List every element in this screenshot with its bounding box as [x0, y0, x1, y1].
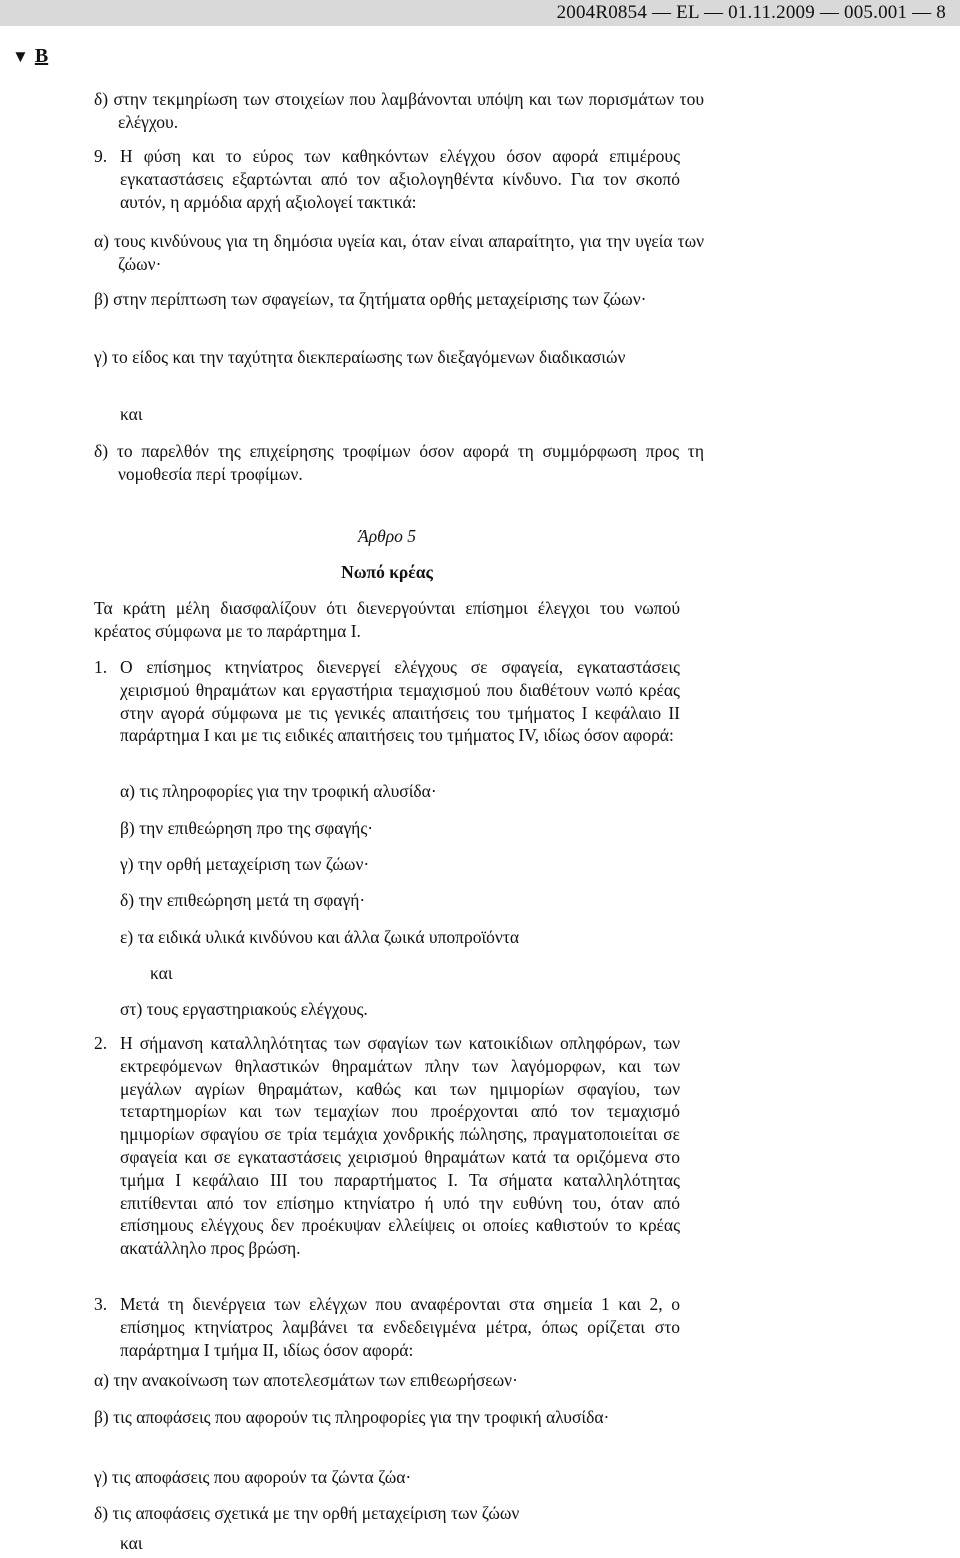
list-item: δ) στην τεκμηρίωση των στοιχείων που λαμβάνονται υπόψη και των πορισμάτων του ελέγχου.: [94, 89, 704, 132]
article-number: Άρθρο 5: [358, 526, 416, 546]
list-item: α) την ανακοίνωση των αποτελεσμάτων των επιθεωρήσεων·: [94, 1370, 518, 1390]
amendment-marker: [12, 46, 48, 66]
point2-text: Η σήμανση καταλληλότητας των σφαγίων των κατοικίδιων οπληφόρων, των εκτρεφόμενων θηλαστικών θηραμάτων πλην των λαγόμορφων, και των μεγάλων αγρίων θηραμάτων, καθώς και των ημιμορίων σφαγίου, των τεταρτημορίων και των τεμαχίων που προέρχονται από τον τεμαχισμό ημιμορίων σφαγίου σε τρία τεμάχια χονδρικής πώλησης, πραγματοποιείται σε σφαγεία και σε εγκαταστάσεις χειρισμού θηραμάτων κατά τα οριζόμενα στο τμήμα I κεφάλαιο III του παραρτήματος I. Τα σήματα καταλληλότητας επιτίθενται από τον επίσημο κτηνίατρο ή υπό την ευθύνη του, όταν από επίσημους ελέγχους δεν προέκυψαν ελλείψεις οι οποίες καθιστούν το κρέας ακατάλληλο προς βρώση.: [120, 1033, 680, 1259]
list-item: γ) την ορθή μεταχείριση των ζώων·: [120, 854, 370, 874]
point-number: 1.: [94, 657, 108, 677]
list-item: β) την επιθεώρηση προ της σφαγής·: [120, 818, 374, 838]
point1-text: Ο επίσημος κτηνίατρος διενεργεί ελέγχους σε σφαγεία, εγκαταστάσεις χειρισμού θηραμάτων και εργαστήρια τεμαχισμού που διαθέτουν νωπό κρέας στην αγορά σύμφωνα με τις γενικές απαιτήσεις του τμήματος I κεφάλαιο II παράρτημα I και με τις ειδικές απαιτήσεις του τμήματος IV, ιδίως όσον αφορά:: [120, 657, 680, 746]
list-item: γ) το είδος και την ταχύτητα διεκπεραίωσης των διεξαγόμενων διαδικασιών: [94, 347, 626, 367]
list-item: δ) το παρελθόν της επιχείρησης τροφίμων όσον αφορά τη συμμόρφωση προς τη νομοθεσία περί τροφίμων.: [94, 441, 704, 484]
list-item: ε) τα ειδικά υλικά κινδύνου και άλλα ζωικά υποπροϊόντα: [120, 927, 520, 947]
list-item: β) τις αποφάσεις που αφορούν τις πληροφορίες για την τροφική αλυσίδα·: [94, 1407, 610, 1427]
list-item: β) στην περίπτωση των σφαγείων, τα ζητήματα ορθής μεταχείρισης των ζώων·: [94, 289, 647, 309]
document-header-bar: [0, 0, 960, 26]
list-item: α) τις πληροφορίες για την τροφική αλυσίδα·: [120, 781, 437, 801]
point-number: 9.: [94, 146, 108, 166]
conjunction-and: και: [120, 404, 143, 424]
list-item: α) τους κινδύνους για τη δημόσια υγεία και, όταν είναι απαραίτητο, για την υγεία των ζώων·: [94, 231, 704, 274]
list-item: γ) τις αποφάσεις που αφορούν τα ζώντα ζώα·: [94, 1467, 412, 1487]
point-number: 3.: [94, 1294, 108, 1314]
article-title: Νωπό κρέας: [341, 562, 433, 582]
amendment-letter: B: [34, 45, 49, 67]
document-reference: 2004R0854 — EL — 01.11.2009 — 005.001 — 8: [556, 2, 946, 23]
point3-text: Μετά τη διενέργεια των ελέγχων που αναφέρονται στα σημεία 1 και 2, ο επίσημος κτηνίατρος λαμβάνει τα ενδεδειγμένα μέτρα, όπως ορίζεται στο παράρτημα I τμήμα II, ιδίως όσον αφορά:: [120, 1294, 680, 1360]
list-item: δ) την επιθεώρηση μετά τη σφαγή·: [120, 890, 366, 910]
conjunction-and: και: [120, 1533, 143, 1553]
article-intro: Τα κράτη μέλη διασφαλίζουν ότι διενεργούνται επίσημοι έλεγχοι του νωπού κρέατος σύμφωνα με το παράρτημα I.: [94, 598, 680, 641]
point-number: 2.: [94, 1033, 108, 1053]
list-item: στ) τους εργαστηριακούς ελέγχους.: [120, 999, 368, 1019]
list-item: δ) τις αποφάσεις σχετικά με την ορθή μεταχείριση των ζώων: [94, 1503, 520, 1523]
triangle-down-icon: ▼: [12, 47, 29, 66]
point9-text: Η φύση και το εύρος των καθηκόντων ελέγχου όσον αφορά επιμέρους εγκαταστάσεις εξαρτώνται από τον αξιολογηθέντα κίνδυνο. Για τον σκοπό αυτόν, η αρμόδια αρχή αξιολογεί τακτικά:: [120, 146, 680, 212]
conjunction-and: και: [150, 963, 173, 983]
paragraph-text: [120, 145, 680, 213]
